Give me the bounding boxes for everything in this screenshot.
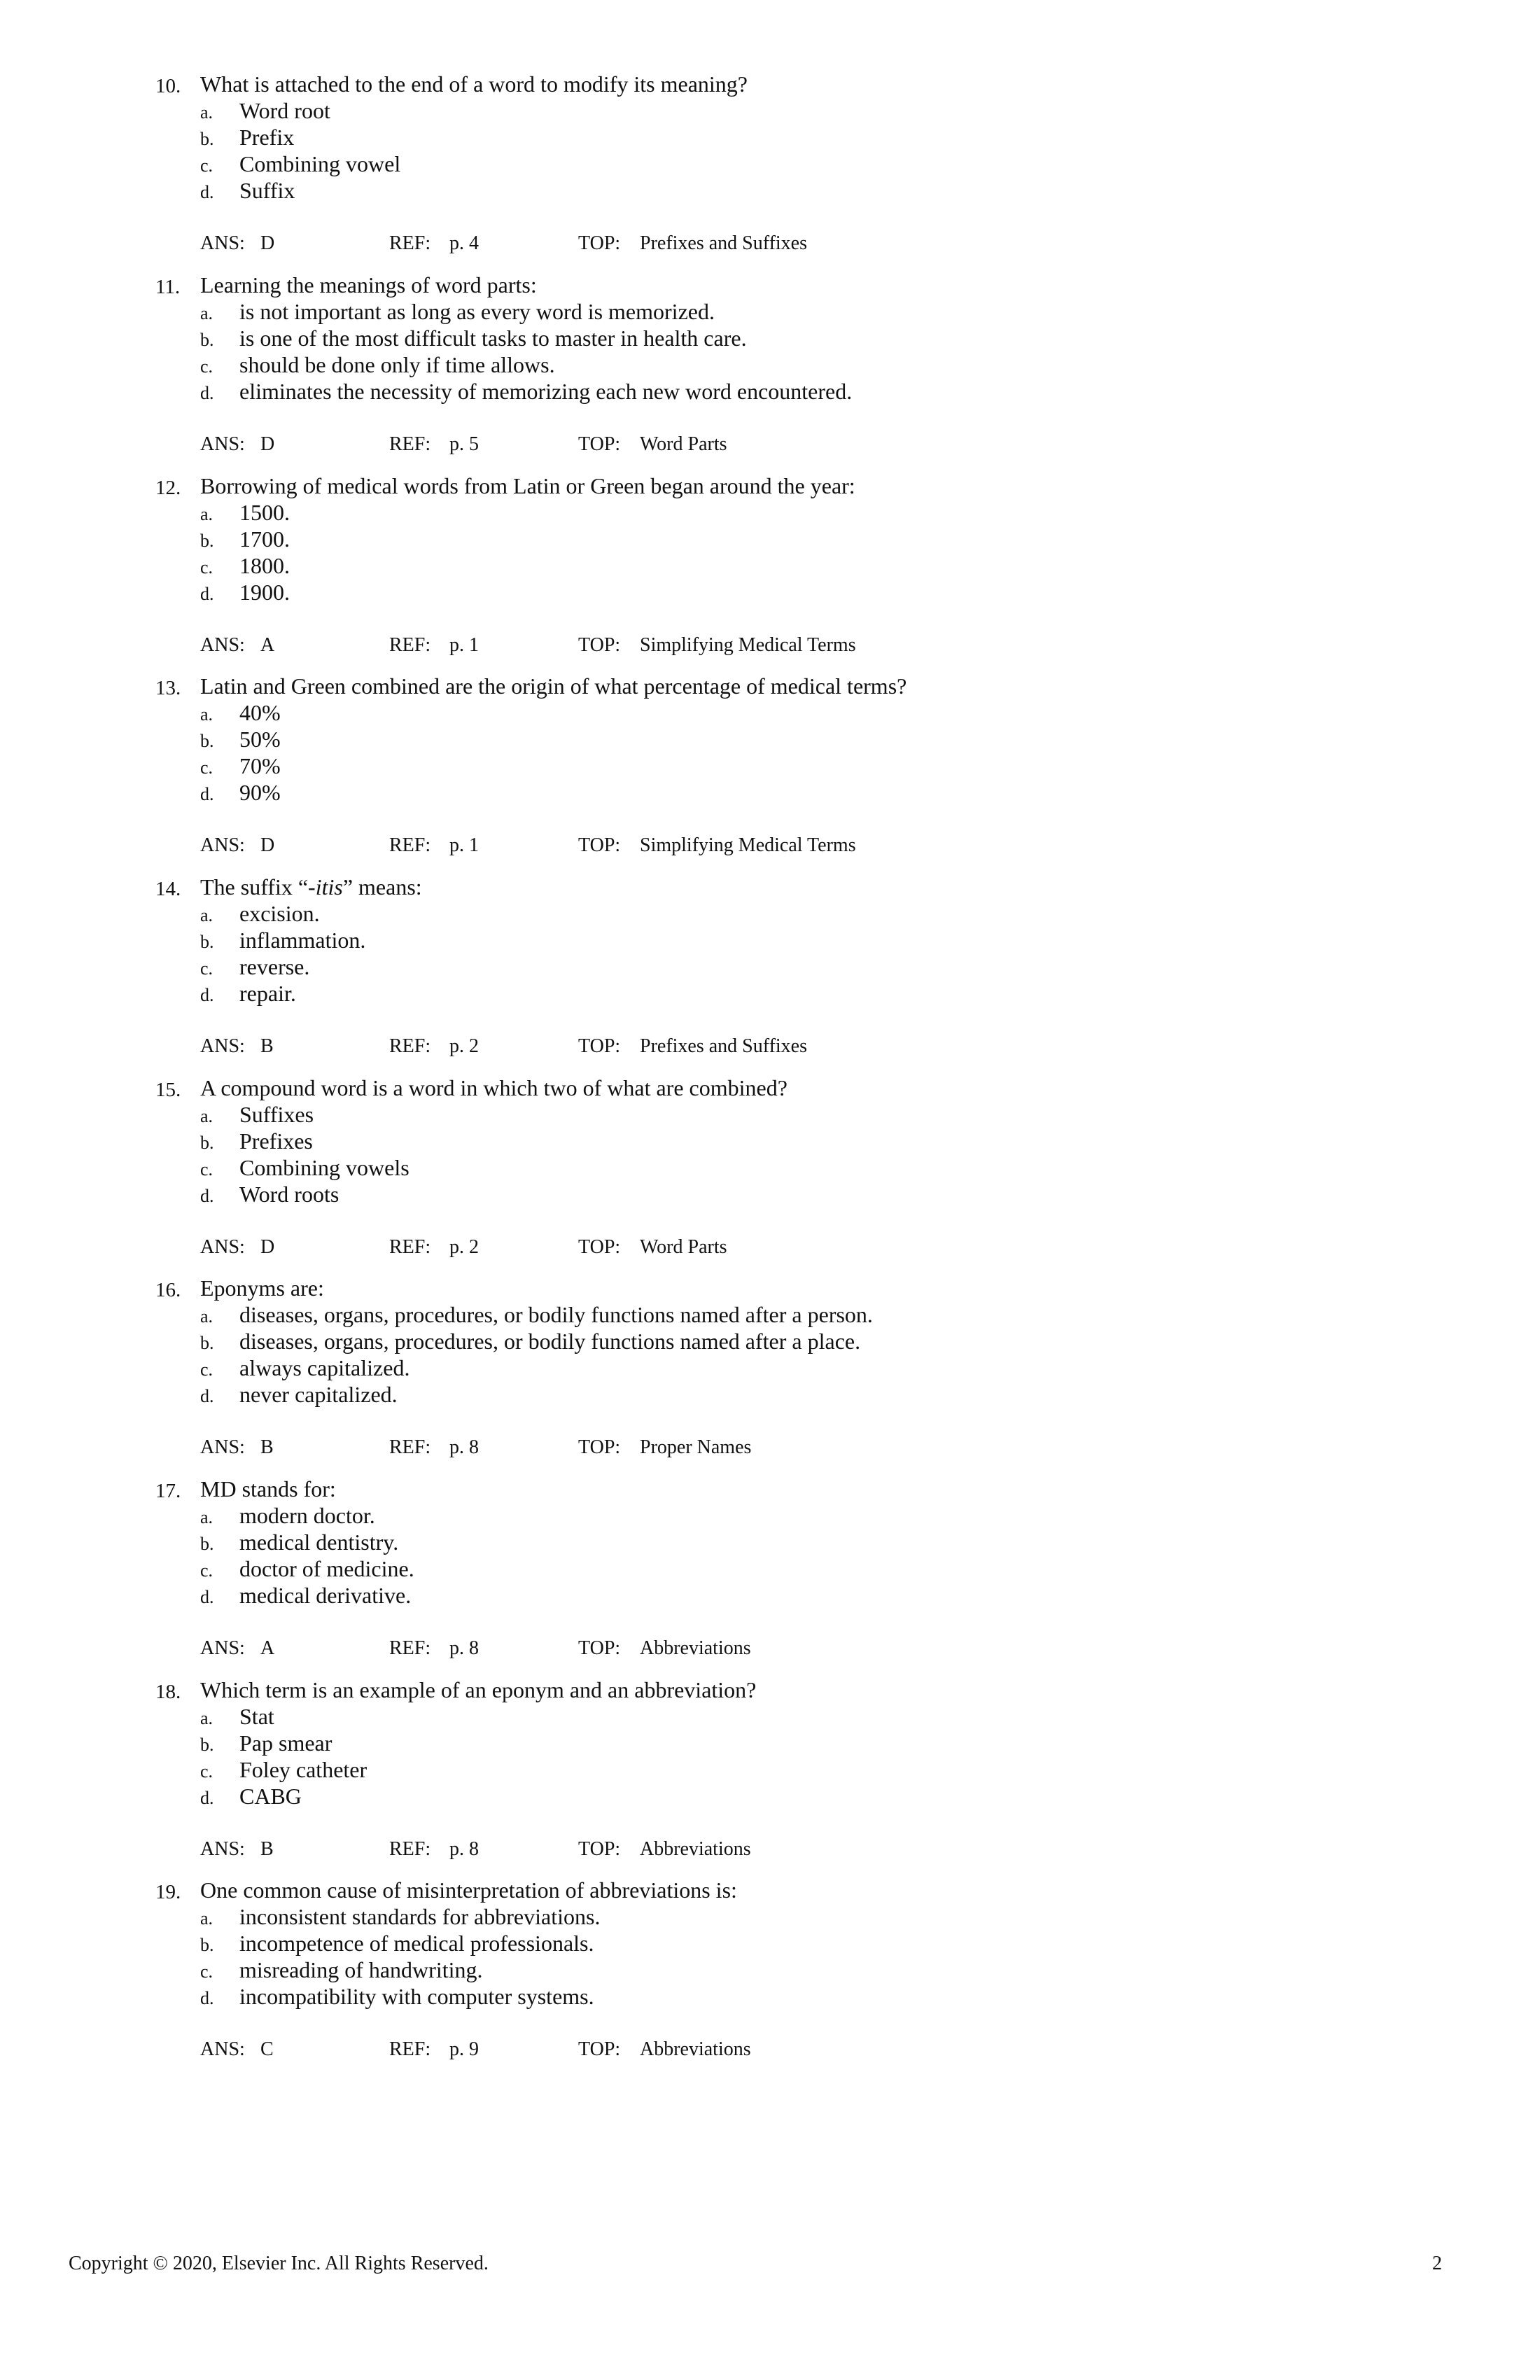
page-footer <box>0 2250 1540 2278</box>
ans-label: ANS: <box>200 433 245 455</box>
option-text: Combining vowels <box>239 1155 410 1180</box>
ans-label: ANS: <box>200 1637 245 1659</box>
question-stem <box>200 873 422 901</box>
answer-metadata <box>0 833 1540 858</box>
ans-label: ANS: <box>200 1838 245 1860</box>
option-text: incompatibility with computer systems. <box>239 1984 594 2009</box>
ref-value: p. 9 <box>449 2038 479 2060</box>
question-stem: What is attached to the end of a word to modify its meaning? <box>200 71 748 97</box>
ans-value: D <box>260 232 275 254</box>
option-text: Word roots <box>239 1182 340 1207</box>
answer-option <box>0 1380 1540 1408</box>
ref-value: p. 8 <box>449 1637 479 1659</box>
ref-label: REF: <box>389 232 431 254</box>
option-text: is one of the most difficult tasks to master in health care. <box>239 326 747 351</box>
copyright-notice: Copyright © 2020, Elsevier Inc. All Rights Reserved. <box>69 2253 489 2274</box>
ref-label: REF: <box>389 2038 431 2060</box>
option-text: 1700. <box>239 526 290 552</box>
ans-value: B <box>260 1035 274 1057</box>
option-letter: d. <box>200 1186 214 1206</box>
question-number: 13. <box>155 677 181 699</box>
answer-option <box>0 578 1540 606</box>
answer-option <box>0 1756 1540 1784</box>
stem-suffix-term: -itis <box>308 874 343 899</box>
question-number: 19. <box>155 1881 181 1903</box>
ans-value: C <box>260 2038 274 2060</box>
option-letter: d. <box>200 584 214 604</box>
answer-metadata <box>0 231 1540 256</box>
option-text: eliminates the necessity of memorizing each new word encountered. <box>239 379 853 404</box>
option-letter: b. <box>200 731 214 751</box>
question-number: 16. <box>155 1279 181 1301</box>
ans-value: D <box>260 834 275 856</box>
answer-option <box>0 1354 1540 1382</box>
option-letter: a. <box>200 504 214 524</box>
answer-option <box>0 1702 1540 1730</box>
answer-option <box>0 979 1540 1007</box>
option-letter: a. <box>200 1708 214 1728</box>
ref-label: REF: <box>389 1436 431 1458</box>
option-text: 1800. <box>239 553 290 578</box>
question-stem: Borrowing of medical words from Latin or Green began around the year: <box>200 473 855 498</box>
ans-label: ANS: <box>200 1035 245 1057</box>
answer-option <box>0 1154 1540 1182</box>
option-letter: c. <box>200 1560 214 1581</box>
option-text: inflammation. <box>239 927 366 953</box>
ans-label: ANS: <box>200 1236 245 1258</box>
option-text: CABG <box>239 1784 302 1809</box>
option-text: modern doctor. <box>239 1503 375 1528</box>
topic-label: TOP: <box>578 1436 621 1458</box>
answer-option <box>0 552 1540 580</box>
page-number: 2 <box>1432 2253 1442 2274</box>
question-stem: A compound word is a word in which two of what are combined? <box>200 1075 788 1100</box>
option-text: Word root <box>239 98 330 123</box>
answer-metadata <box>0 1636 1540 1661</box>
option-letter: c. <box>200 1359 214 1380</box>
option-letter: d. <box>200 1788 214 1808</box>
answer-option <box>0 699 1540 727</box>
option-text: Combining vowel <box>239 151 401 176</box>
answer-option <box>0 1180 1540 1208</box>
option-text: 70% <box>239 753 281 778</box>
option-text: 50% <box>239 727 281 752</box>
option-letter: a. <box>200 1306 214 1326</box>
ref-label: REF: <box>389 433 431 455</box>
option-letter: a. <box>200 1106 214 1126</box>
answer-option <box>0 176 1540 204</box>
option-letter: b. <box>200 531 214 551</box>
option-text: repair. <box>239 981 296 1006</box>
answer-metadata <box>0 1837 1540 1862</box>
topic-value: Simplifying Medical Terms <box>640 634 856 656</box>
ref-value: p. 2 <box>449 1035 479 1057</box>
option-text: reverse. <box>239 954 310 979</box>
answer-option <box>0 1729 1540 1757</box>
topic-value: Proper Names <box>640 1436 752 1458</box>
answer-option <box>0 1782 1540 1810</box>
ans-value: A <box>260 1637 275 1659</box>
stem-part: The suffix “ <box>200 874 309 899</box>
option-letter: b. <box>200 1333 214 1353</box>
option-text: never capitalized. <box>239 1382 398 1407</box>
answer-option <box>0 150 1540 178</box>
ref-label: REF: <box>389 1637 431 1659</box>
answer-option <box>0 1581 1540 1609</box>
option-letter: b. <box>200 129 214 149</box>
ans-label: ANS: <box>200 2038 245 2060</box>
answer-option <box>0 377 1540 405</box>
answer-option <box>0 1127 1540 1155</box>
answer-metadata <box>0 633 1540 658</box>
ans-label: ANS: <box>200 1436 245 1458</box>
answer-option <box>0 1555 1540 1583</box>
option-letter: b. <box>200 1735 214 1755</box>
question-number: 12. <box>155 477 181 499</box>
option-letter: a. <box>200 102 214 122</box>
answer-option <box>0 498 1540 526</box>
option-letter: c. <box>200 958 214 979</box>
answer-metadata <box>0 1435 1540 1460</box>
question-stem: Eponyms are: <box>200 1275 324 1301</box>
option-letter: a. <box>200 905 214 925</box>
answer-option <box>0 97 1540 125</box>
ref-value: p. 8 <box>449 1838 479 1860</box>
answer-metadata <box>0 1034 1540 1059</box>
option-text: doctor of medicine. <box>239 1556 414 1581</box>
topic-label: TOP: <box>578 834 621 856</box>
option-letter: d. <box>200 1988 214 2008</box>
option-text: Pap smear <box>239 1730 332 1756</box>
option-letter: c. <box>200 155 214 176</box>
option-letter: a. <box>200 704 214 724</box>
option-text: incompetence of medical professionals. <box>239 1931 594 1956</box>
ans-value: B <box>260 1838 274 1860</box>
option-letter: d. <box>200 1587 214 1607</box>
topic-value: Abbreviations <box>640 1838 751 1860</box>
option-letter: d. <box>200 784 214 804</box>
ans-value: D <box>260 1236 275 1258</box>
option-text: excision. <box>239 901 320 926</box>
answer-option <box>0 525 1540 553</box>
option-letter: a. <box>200 303 214 323</box>
answer-option <box>0 752 1540 780</box>
stem-part: ” means: <box>342 874 422 899</box>
option-text: 1500. <box>239 500 290 525</box>
option-text: 90% <box>239 780 281 805</box>
question-stem: One common cause of misinterpretation of abbreviations is: <box>200 1877 737 1903</box>
topic-label: TOP: <box>578 1035 621 1057</box>
ans-value: D <box>260 433 275 455</box>
ref-label: REF: <box>389 834 431 856</box>
option-letter: a. <box>200 1507 214 1527</box>
ref-label: REF: <box>389 1035 431 1057</box>
answer-option <box>0 1903 1540 1931</box>
ref-label: REF: <box>389 1236 431 1258</box>
ref-label: REF: <box>389 634 431 656</box>
option-letter: b. <box>200 330 214 350</box>
topic-value: Abbreviations <box>640 2038 751 2060</box>
question-stem: Learning the meanings of word parts: <box>200 272 537 298</box>
answer-option <box>0 899 1540 927</box>
question-stem: Latin and Green combined are the origin of what percentage of medical terms? <box>200 673 907 699</box>
question-number: 18. <box>155 1681 181 1703</box>
ref-value: p. 1 <box>449 634 479 656</box>
ref-value: p. 1 <box>449 834 479 856</box>
option-text: is not important as long as every word is memorized. <box>239 299 715 324</box>
option-letter: d. <box>200 383 214 403</box>
topic-label: TOP: <box>578 1838 621 1860</box>
answer-option <box>0 1327 1540 1355</box>
option-text: should be done only if time allows. <box>239 352 555 377</box>
option-letter: d. <box>200 1386 214 1406</box>
topic-label: TOP: <box>578 634 621 656</box>
answer-option <box>0 953 1540 981</box>
option-text: Prefixes <box>239 1128 313 1154</box>
topic-value: Word Parts <box>640 433 727 455</box>
topic-label: TOP: <box>578 1637 621 1659</box>
option-letter: d. <box>200 985 214 1005</box>
option-text: Suffix <box>239 178 295 203</box>
topic-value: Prefixes and Suffixes <box>640 232 807 254</box>
option-text: 40% <box>239 700 281 725</box>
answer-option <box>0 1956 1540 1984</box>
question-stem: Which term is an example of an eponym and an abbreviation? <box>200 1677 757 1702</box>
ans-value: B <box>260 1436 274 1458</box>
answer-option <box>0 725 1540 753</box>
question-number: 14. <box>155 878 181 900</box>
ans-label: ANS: <box>200 232 245 254</box>
answer-option <box>0 298 1540 326</box>
answer-metadata <box>0 2037 1540 2062</box>
ans-value: A <box>260 634 275 656</box>
answer-option <box>0 1929 1540 1957</box>
option-text: always capitalized. <box>239 1355 410 1380</box>
answer-option <box>0 1982 1540 2010</box>
topic-label: TOP: <box>578 1236 621 1258</box>
topic-label: TOP: <box>578 232 621 254</box>
answer-metadata <box>0 432 1540 457</box>
topic-value: Simplifying Medical Terms <box>640 834 856 856</box>
ans-label: ANS: <box>200 634 245 656</box>
question-number: 17. <box>155 1480 181 1502</box>
option-text: Stat <box>239 1704 274 1729</box>
option-letter: b. <box>200 932 214 952</box>
answer-option <box>0 1502 1540 1530</box>
option-letter: c. <box>200 1961 214 1982</box>
ans-label: ANS: <box>200 834 245 856</box>
ref-value: p. 5 <box>449 433 479 455</box>
answer-option <box>0 1100 1540 1128</box>
option-letter: c. <box>200 557 214 578</box>
ref-value: p. 8 <box>449 1436 479 1458</box>
option-letter: c. <box>200 757 214 778</box>
option-text: misreading of handwriting. <box>239 1957 483 1982</box>
question-number: 11. <box>155 276 181 298</box>
answer-metadata <box>0 1235 1540 1260</box>
option-letter: b. <box>200 1534 214 1554</box>
option-text: diseases, organs, procedures, or bodily functions named after a place. <box>239 1329 861 1354</box>
option-letter: c. <box>200 356 214 377</box>
answer-option <box>0 324 1540 352</box>
topic-value: Prefixes and Suffixes <box>640 1035 807 1057</box>
answer-option <box>0 926 1540 954</box>
option-letter: a. <box>200 1908 214 1928</box>
topic-value: Word Parts <box>640 1236 727 1258</box>
option-text: diseases, organs, procedures, or bodily functions named after a person. <box>239 1302 873 1327</box>
answer-option <box>0 123 1540 151</box>
question-number: 15. <box>155 1079 181 1101</box>
answer-option <box>0 351 1540 379</box>
ref-value: p. 4 <box>449 232 479 254</box>
answer-option <box>0 778 1540 806</box>
option-text: inconsistent standards for abbreviations. <box>239 1904 601 1929</box>
ref-label: REF: <box>389 1838 431 1860</box>
option-text: medical derivative. <box>239 1583 412 1608</box>
topic-label: TOP: <box>578 433 621 455</box>
option-letter: c. <box>200 1159 214 1180</box>
question-stem: MD stands for: <box>200 1476 336 1502</box>
option-text: Foley catheter <box>239 1757 368 1782</box>
option-letter: d. <box>200 182 214 202</box>
option-letter: b. <box>200 1935 214 1955</box>
option-letter: c. <box>200 1761 214 1782</box>
option-text: Suffixes <box>239 1102 314 1127</box>
question-number: 10. <box>155 75 181 97</box>
topic-label: TOP: <box>578 2038 621 2060</box>
answer-option <box>0 1528 1540 1556</box>
ref-value: p. 2 <box>449 1236 479 1258</box>
option-letter: b. <box>200 1133 214 1153</box>
topic-value: Abbreviations <box>640 1637 751 1659</box>
option-text: medical dentistry. <box>239 1530 399 1555</box>
answer-option <box>0 1301 1540 1329</box>
option-text: Prefix <box>239 125 295 150</box>
option-text: 1900. <box>239 580 290 605</box>
